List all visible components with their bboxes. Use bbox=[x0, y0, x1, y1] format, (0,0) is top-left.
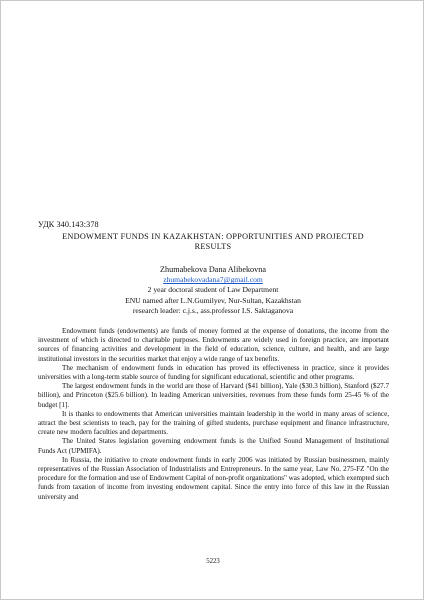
author-affiliation: ENU named after L.N.Gumilyev, Nur-Sultan, Kazakhstan bbox=[125, 295, 301, 305]
author-position: 2 year doctoral student of Law Department bbox=[147, 285, 279, 295]
page-number: 5223 bbox=[206, 558, 220, 565]
author-name: Zhumabekova Dana Alibekovna bbox=[160, 265, 266, 274]
paper-title bbox=[43, 232, 383, 252]
author-email-link[interactable]: zhumabekovadana7@gmail.com bbox=[163, 275, 263, 285]
paragraph-6: In Russia, the initiative to create endowment funds in early 2006 was initiated by Russian businessmen, mainly representatives of the Russian Association of Industrialists and Entrepreneurs. In the same year, Law No. 275-FZ "On the procedure for the formation and use of Endowment Capital of non-profit organizations" was adopted, which exempted such funds from taxation of income from investing endowment capital. Since the entry into force of this law in the Russian university and bbox=[38, 455, 389, 501]
author-block bbox=[63, 265, 363, 316]
paragraph-2: The mechanism of endowment funds in education has proved its effectiveness in practice, since it provides universities with a long-term stable source of funding for significant educational, scientific and other programs. bbox=[38, 363, 389, 382]
udk-code: УДК 340.143:378 bbox=[38, 220, 99, 229]
paper-title-line-2: RESULTS bbox=[194, 242, 232, 251]
paragraph-5: The United States legislation governing endowment funds is the Unified Sound Management of Institutional Funds Act (UPMIFA). bbox=[38, 437, 389, 455]
paragraph-4: It is thanks to endowments that American universities maintain leadership in the world in many areas of science, attract the best scientists to teach, pay for the training of gifted students, purchase equipment and finance infrastructure, create new modern faculties and departments. bbox=[38, 409, 389, 437]
body-text bbox=[38, 327, 389, 502]
paper-title-line-1: ENDOWMENT FUNDS IN KAZAKHSTAN: OPPORTUNITIES AND PROJECTED bbox=[62, 232, 364, 241]
paragraph-1: Endowment funds (endowments) are funds of money formed at the expense of donations, the income from the investment of which is directed to charitable purposes. Endowments are widely used in foreign practice, are important sources of financing activities and development in the field of education, science, culture, and health, and are large institutional investors in the securities market that enjoy a wide range of tax benefits. bbox=[38, 327, 389, 363]
paragraph-3: The largest endowment funds in the world are those of Harvard ($41 billion), Yale ($30.3 billion), Stanford ($27.7 billion), and Princeton ($25.6 billion). In leading American universities, revenues from these funds form 25-45 % of the budget [1]. bbox=[38, 382, 389, 409]
research-leader: research leader: c.j.s., ass.professor I.S. Saktaganova bbox=[132, 305, 294, 315]
